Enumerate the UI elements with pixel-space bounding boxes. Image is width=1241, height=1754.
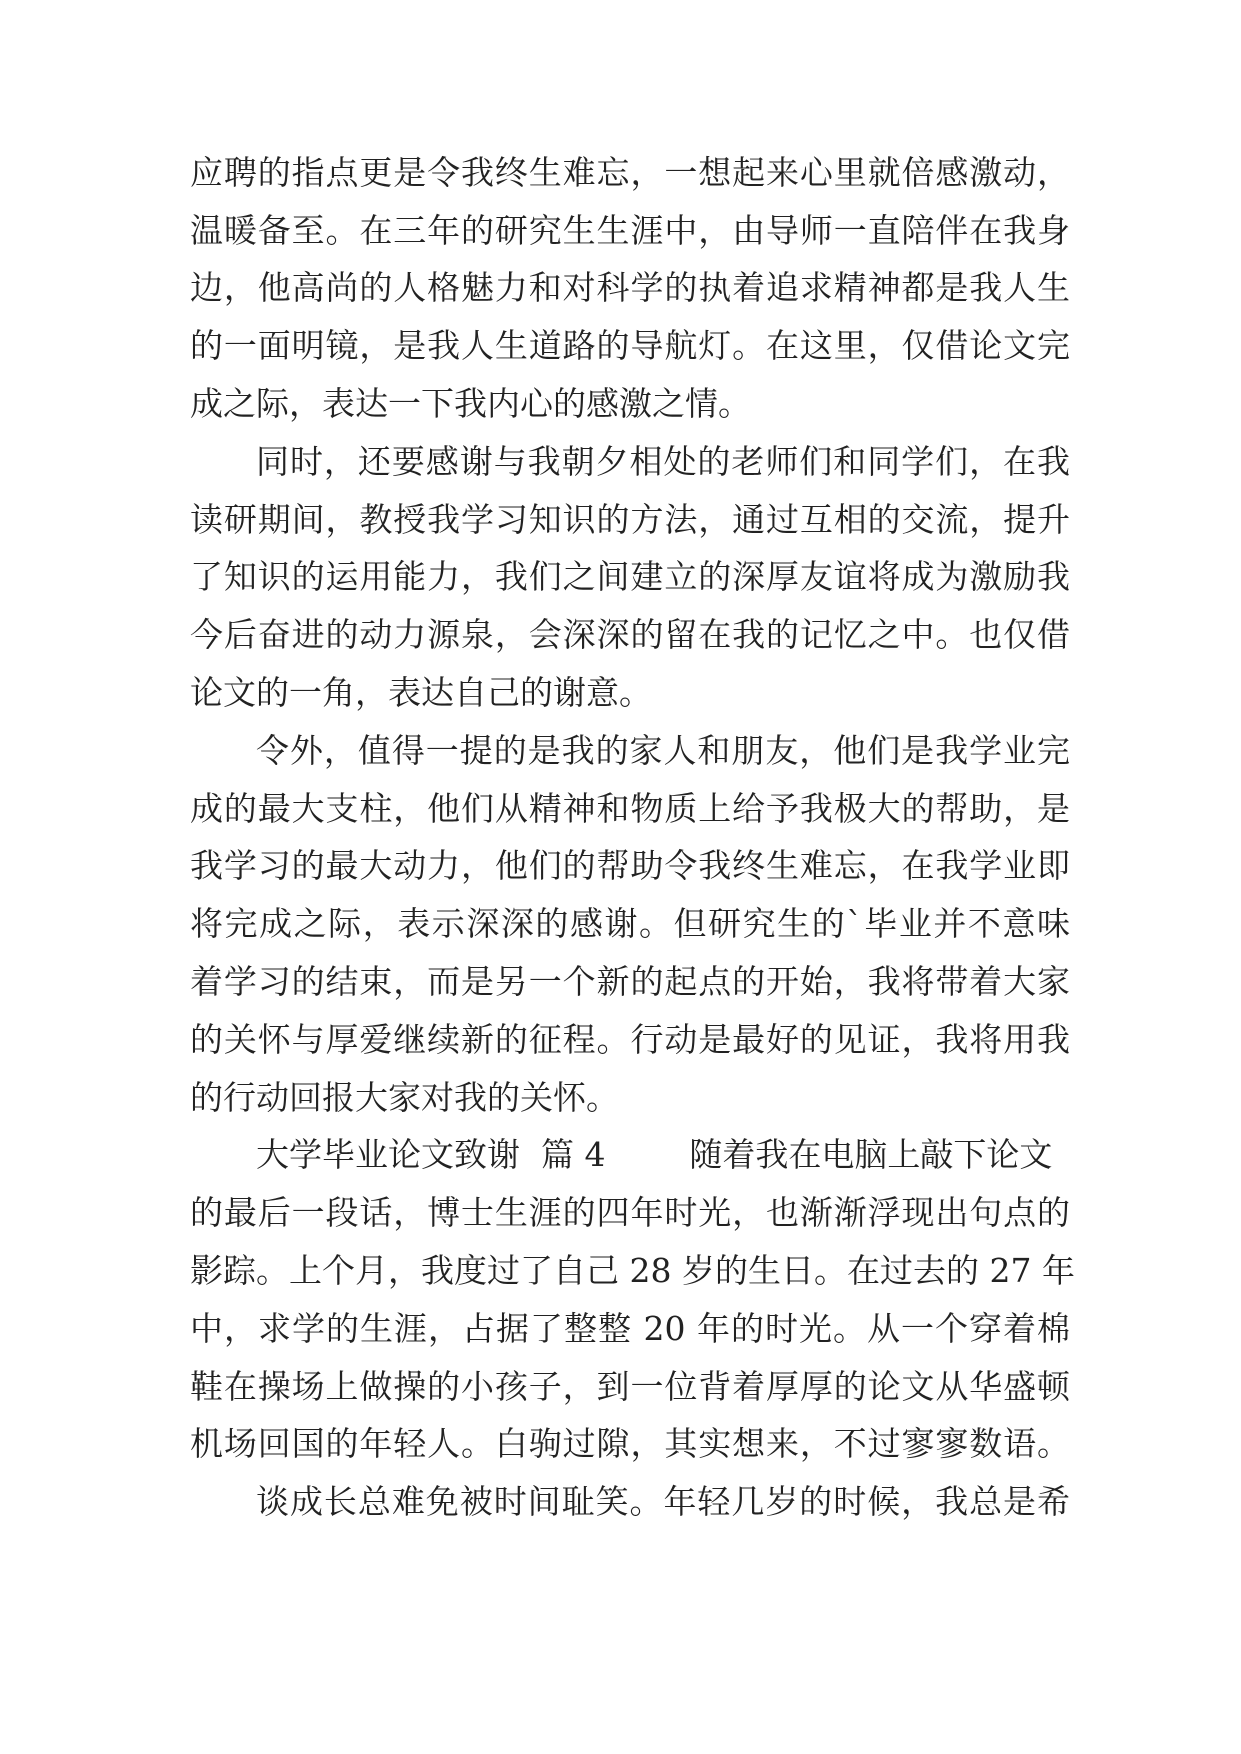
text-line: 的关怀与厚爱继续新的征程。行动是最好的见证，我将用我: [190, 1020, 1070, 1059]
text-line: 将完成之际，表示深深的感谢。但研究生的`毕业并不意味: [190, 904, 1070, 943]
text-line: 边，他高尚的人格魅力和对科学的执着追求精神都是我人生: [190, 268, 1070, 307]
text-line: 成的最大支柱，他们从精神和物质上给予我极大的帮助，是: [190, 789, 1070, 828]
text-line: 我学习的最大动力，他们的帮助令我终生难忘，在我学业即: [190, 846, 1070, 885]
text-line: 读研期间，教授我学习知识的方法，通过互相的交流，提升: [190, 500, 1070, 539]
text-line: 的最后一段话，博士生涯的四年时光，也渐渐浮现出句点的: [190, 1193, 1070, 1232]
text-line: 中，求学的生涯，占据了整整 20 年的时光。从一个穿着棉: [190, 1309, 1070, 1348]
text-line: 应聘的指点更是令我终生难忘，一想起来心里就倍感激动，: [190, 153, 1070, 192]
text-line: 的行动回报大家对我的关怀。: [190, 1078, 619, 1117]
text-line: 谈成长总难免被时间耻笑。年轻几岁的时候，我总是希: [256, 1482, 1070, 1521]
text-line: 同时，还要感谢与我朝夕相处的老师们和同学们，在我: [256, 442, 1070, 481]
text-line: 温暖备至。在三年的研究生生涯中，由导师一直陪伴在我身: [190, 211, 1070, 250]
text-line: 论文的一角，表达自己的谢意。: [190, 673, 652, 712]
text-line: 了知识的运用能力，我们之间建立的深厚友谊将成为激励我: [190, 557, 1070, 596]
text-line: 今后奋进的动力源泉，会深深的留在我的记忆之中。也仅借: [190, 615, 1070, 654]
text-line: 成之际，表达一下我内心的感激之情。: [190, 384, 751, 423]
text-line: 令外，值得一提的是我的家人和朋友，他们是我学业完: [256, 731, 1070, 770]
text-line: 鞋在操场上做操的小孩子，到一位背着厚厚的论文从华盛顿: [190, 1367, 1070, 1406]
text-line: 的一面明镜，是我人生道路的导航灯。在这里，仅借论文完: [190, 326, 1070, 365]
text-line: 影踪。上个月，我度过了自己 28 岁的生日。在过去的 27 年: [190, 1251, 1075, 1290]
text-line: 机场回国的年轻人。白驹过隙，其实想来，不过寥寥数语。: [190, 1424, 1070, 1463]
section-heading-line: 大学毕业论文致谢 篇 4 随着我在电脑上敲下论文: [256, 1135, 1053, 1174]
text-line: 着学习的结束，而是另一个新的起点的开始，我将带着大家: [190, 962, 1070, 1001]
